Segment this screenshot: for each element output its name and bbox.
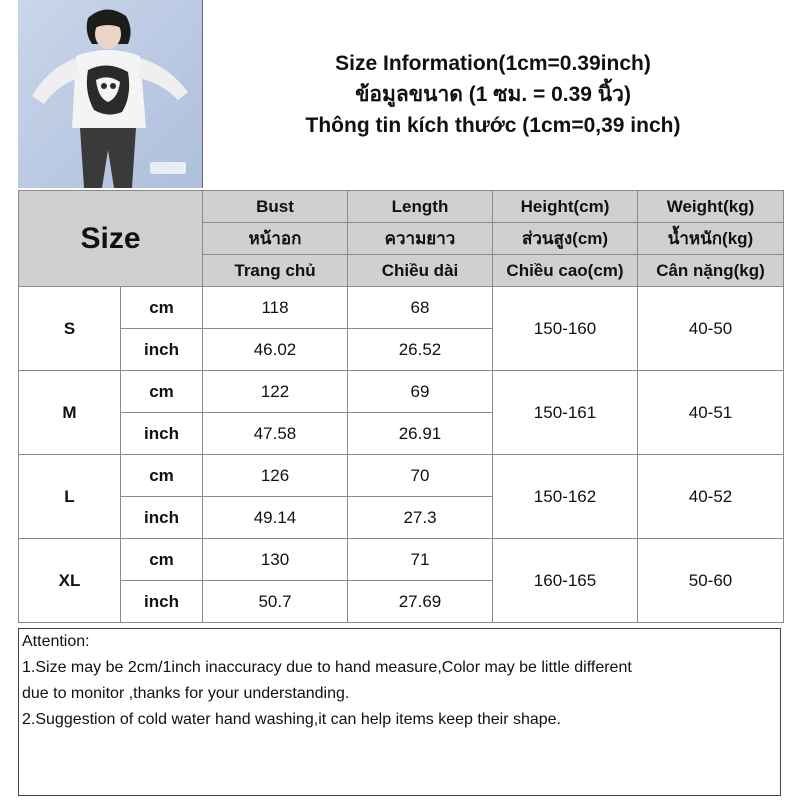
model-photo-illustration	[18, 0, 202, 188]
weight-range: 40-51	[638, 371, 784, 455]
bust-cm: 122	[203, 371, 348, 413]
unit-cm: cm	[121, 455, 203, 497]
unit-inch: inch	[121, 581, 203, 623]
bust-cm: 118	[203, 287, 348, 329]
bust-cm: 130	[203, 539, 348, 581]
unit-cm: cm	[121, 539, 203, 581]
size-chart-sheet	[18, 0, 783, 797]
length-cm: 68	[348, 287, 493, 329]
length-inch: 27.69	[348, 581, 493, 623]
col-header-height-th: ส่วนสูง(cm)	[493, 223, 638, 255]
col-header-length-en: Length	[348, 191, 493, 223]
title-thai: ข้อมูลขนาด (1 ซม. = 0.39 นิ้ว)	[355, 82, 631, 106]
table-row	[19, 371, 784, 413]
length-cm: 69	[348, 371, 493, 413]
weight-range: 40-50	[638, 287, 784, 371]
unit-cm: cm	[121, 287, 203, 329]
length-inch: 26.52	[348, 329, 493, 371]
product-photo	[18, 0, 203, 188]
size-label: XL	[19, 539, 121, 623]
size-header: Size	[19, 191, 203, 287]
notes-line: 2.Suggestion of cold water hand washing,it can help items keep their shape.	[22, 711, 561, 728]
col-header-length-vi: Chiều dài	[348, 255, 493, 287]
col-header-weight-en: Weight(kg)	[638, 191, 784, 223]
header	[18, 0, 783, 191]
table-row	[19, 287, 784, 329]
unit-inch: inch	[121, 497, 203, 539]
notes-line: due to monitor ,thanks for your understanding.	[22, 685, 350, 702]
col-header-weight-vi: Cân nặng(kg)	[638, 255, 784, 287]
length-cm: 71	[348, 539, 493, 581]
size-label: L	[19, 455, 121, 539]
col-header-height-vi: Chiều cao(cm)	[493, 255, 638, 287]
attention-notes	[18, 628, 781, 796]
length-inch: 27.3	[348, 497, 493, 539]
height-range: 150-160	[493, 287, 638, 371]
length-cm: 70	[348, 455, 493, 497]
size-label: S	[19, 287, 121, 371]
col-header-bust-en: Bust	[203, 191, 348, 223]
title-block	[203, 0, 783, 188]
bust-inch: 49.14	[203, 497, 348, 539]
col-header-length-th: ความยาว	[348, 223, 493, 255]
height-range: 160-165	[493, 539, 638, 623]
height-range: 150-161	[493, 371, 638, 455]
weight-range: 50-60	[638, 539, 784, 623]
col-header-weight-th: น้ำหนัก(kg)	[638, 223, 784, 255]
title-vietnamese: Thông tin kích thước (1cm=0,39 inch)	[305, 113, 681, 137]
bust-inch: 50.7	[203, 581, 348, 623]
length-inch: 26.91	[348, 413, 493, 455]
col-header-bust-th: หน้าอก	[203, 223, 348, 255]
col-header-bust-vi: Trang chủ	[203, 255, 348, 287]
title-english: Size Information(1cm=0.39inch)	[335, 51, 651, 75]
table-row	[19, 539, 784, 581]
weight-range: 40-52	[638, 455, 784, 539]
notes-heading: Attention:	[22, 633, 90, 650]
unit-inch: inch	[121, 329, 203, 371]
bust-cm: 126	[203, 455, 348, 497]
notes-line: 1.Size may be 2cm/1inch inaccuracy due to hand measure,Color may be little different	[22, 659, 632, 676]
size-table	[18, 190, 784, 623]
height-range: 150-162	[493, 455, 638, 539]
col-header-height-en: Height(cm)	[493, 191, 638, 223]
size-label: M	[19, 371, 121, 455]
bust-inch: 46.02	[203, 329, 348, 371]
unit-cm: cm	[121, 371, 203, 413]
bust-inch: 47.58	[203, 413, 348, 455]
table-row	[19, 455, 784, 497]
unit-inch: inch	[121, 413, 203, 455]
